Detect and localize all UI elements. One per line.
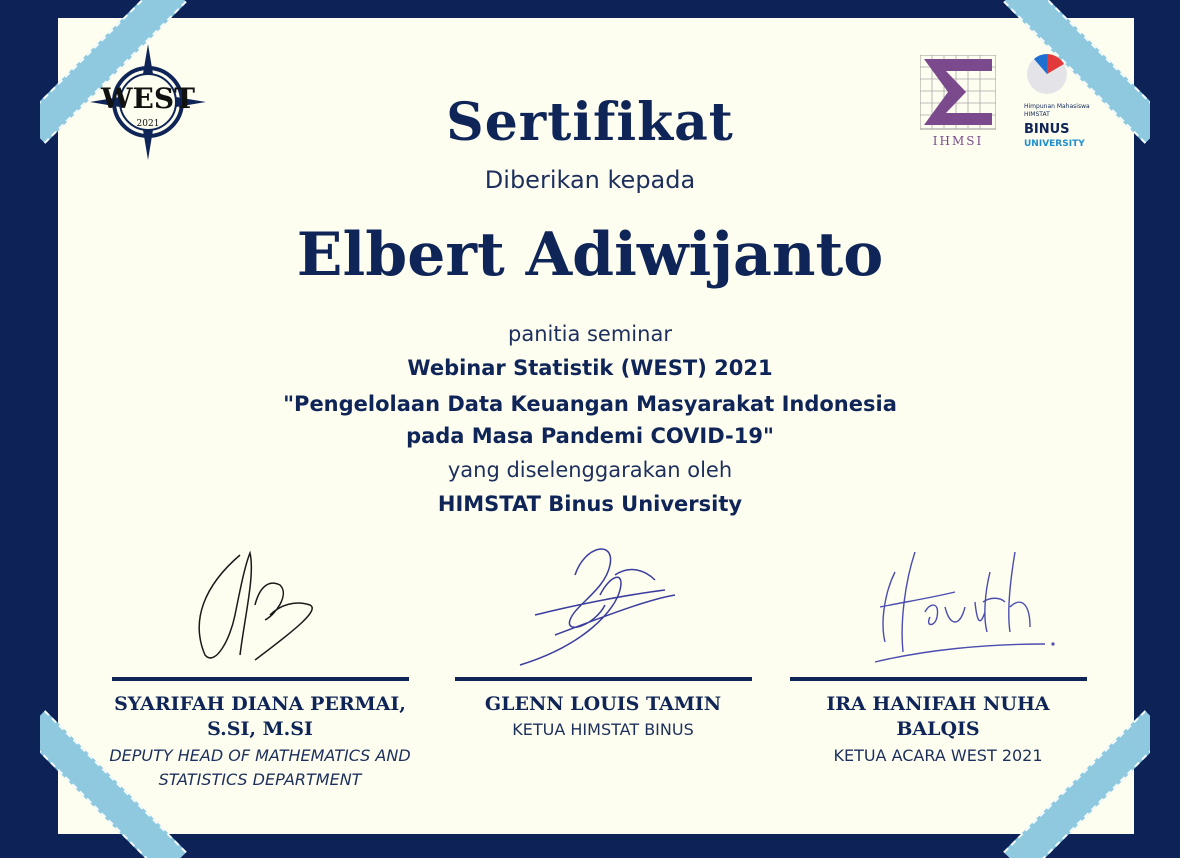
binus-univ-text: UNIVERSITY	[1024, 139, 1085, 149]
signature-2	[515, 535, 685, 670]
event-theme-line2: pada Masa Pandemi COVID-19"	[406, 424, 774, 448]
certificate-title: Sertifikat	[446, 92, 734, 153]
west-logo-text: WEST	[101, 82, 195, 115]
organizer-name: HIMSTAT Binus University	[437, 492, 743, 516]
signatory-1-role-line2: STATISTICS DEPARTMENT	[158, 770, 362, 789]
signature-line-1	[112, 677, 409, 681]
role-label: panitia seminar	[508, 322, 672, 346]
ihmsi-logo-text: IHMSI	[932, 134, 984, 147]
signatory-3-role: KETUA ACARA WEST 2021	[833, 746, 1043, 765]
event-theme-line1: "Pengelolaan Data Keuangan Masyarakat Indonesia	[283, 392, 897, 416]
signatory-1-role-line1: DEPUTY HEAD OF MATHEMATICS AND	[109, 746, 411, 765]
signatory-2-role: KETUA HIMSTAT BINUS	[512, 720, 694, 739]
west-logo-year: 2021	[136, 119, 160, 129]
signatory-3-name-line2: BALQIS	[896, 718, 980, 740]
given-to-label: Diberikan kepada	[484, 166, 696, 194]
signature-1	[185, 545, 335, 670]
binus-name-text: BINUS	[1024, 122, 1070, 137]
binus-himstat-text: HIMSTAT	[1024, 111, 1050, 118]
signatory-1-name-line1: SYARIFAH DIANA PERMAI,	[114, 693, 406, 715]
signature-3	[865, 532, 1065, 672]
organized-by-label: yang diselenggarakan oleh	[447, 458, 733, 482]
signatory-3-name-line1: IRA HANIFAH NUHA	[826, 693, 1050, 715]
signature-line-3	[790, 677, 1087, 681]
signature-line-2	[455, 677, 752, 681]
recipient-name: Elbert Adiwijanto	[296, 220, 884, 290]
signatory-1-name-line2: S.SI, M.SI	[207, 718, 313, 740]
binus-small-text: Himpunan Mahasiswa	[1024, 103, 1090, 110]
signatory-2-name: GLENN LOUIS TAMIN	[484, 693, 722, 715]
event-name: Webinar Statistik (WEST) 2021	[407, 356, 773, 380]
